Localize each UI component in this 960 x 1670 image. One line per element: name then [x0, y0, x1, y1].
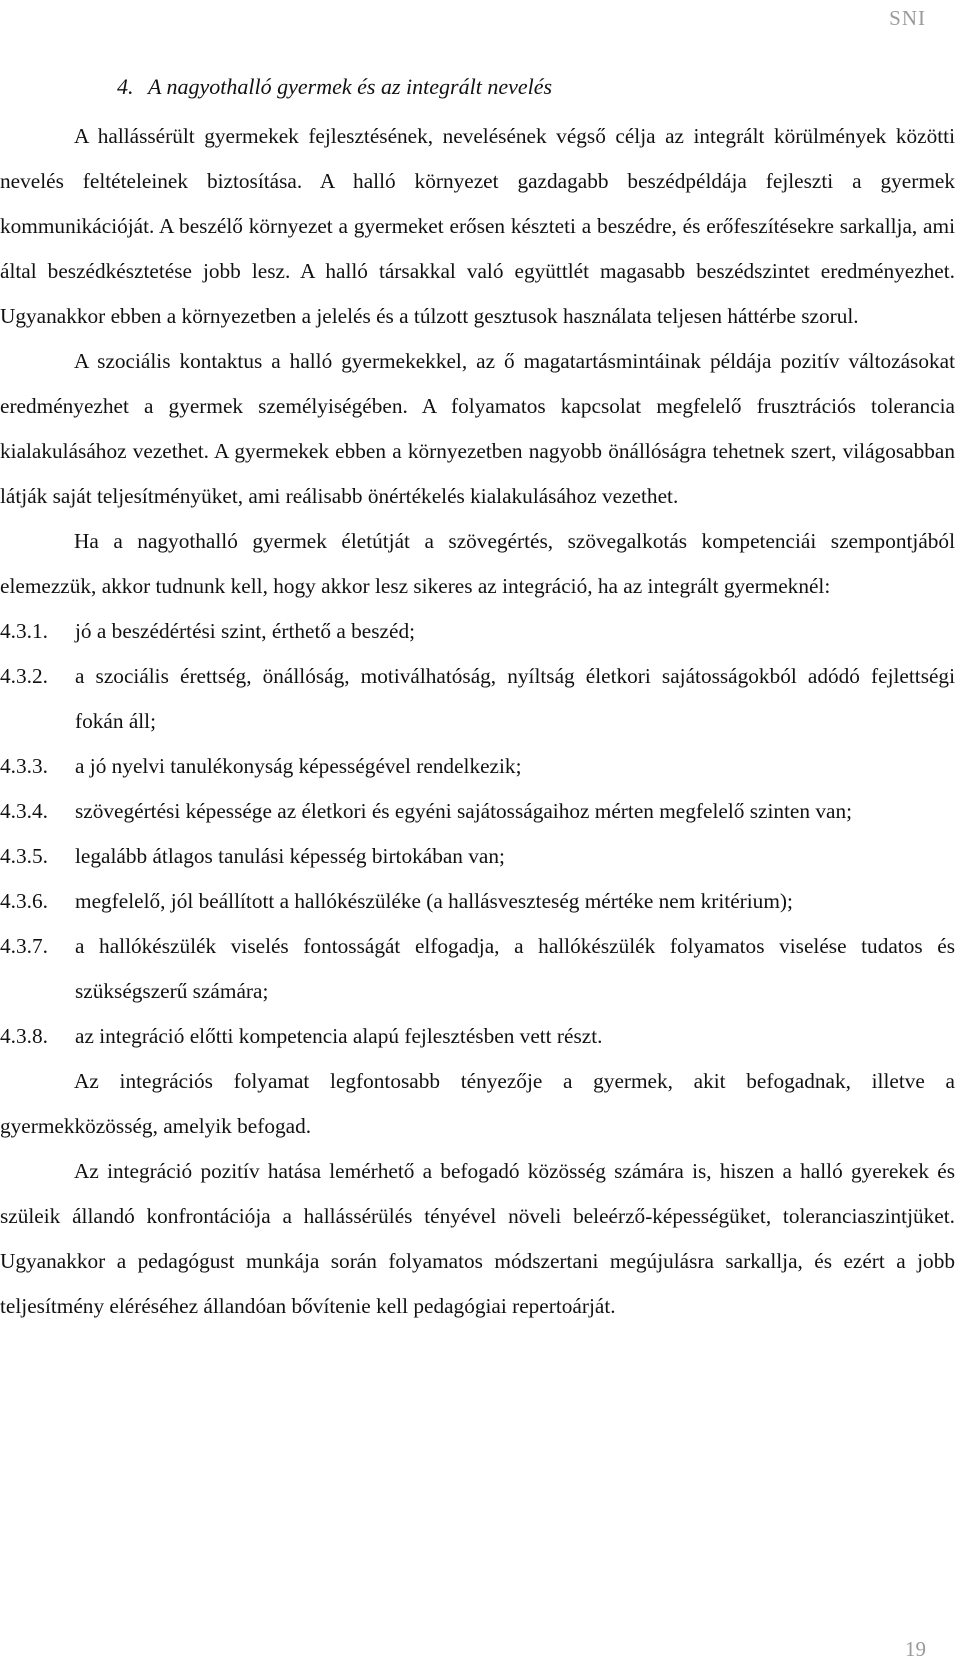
list-item-number: 4.3.6. [0, 889, 48, 913]
paragraph: Ha a nagyothalló gyermek életútját a szövegértés, szövegalkotás kompetenciái szempontjából elemezzük, akkor tudnunk kell, hogy akkor lesz sikeres az integráció, ha az integrált gyermeknél: [0, 529, 955, 598]
list-item-number: 4.3.8. [0, 1024, 48, 1048]
list-item-text: megfelelő, jól beállított a hallókészüléke (a hallásveszteség mértéke nem kritérium); [75, 889, 793, 913]
document-page [0, 72, 955, 1329]
list-item-number: 4.3.3. [0, 754, 48, 778]
list-item-text: jó a beszédértési szint, érthető a beszéd; [75, 619, 416, 643]
section-number: 4. [117, 74, 134, 99]
list-item [0, 1014, 955, 1059]
header-tag: SNI [889, 6, 926, 30]
list-item [0, 609, 955, 654]
list-item [0, 834, 955, 879]
list-item-number: 4.3.1. [0, 619, 48, 643]
list-item-text: legalább átlagos tanulási képesség birtokában van; [75, 844, 505, 868]
page-number: 19 [905, 1637, 926, 1661]
list-item [0, 789, 955, 834]
paragraph: Az integrációs folyamat legfontosabb tényezője a gyermek, akit befogadnak, illetve a gyermekközösség, amelyik befogad. [0, 1069, 955, 1138]
list-item [0, 744, 955, 789]
section-title: A nagyothalló gyermek és az integrált nevelés [148, 74, 553, 99]
list-item-text: az integráció előtti kompetencia alapú fejlesztésben vett részt. [75, 1024, 603, 1048]
list-item-text: a hallókészülék viselés fontosságát elfogadja, a hallókészülék folyamatos viselése tudatos és szükségszerű számára; [75, 934, 955, 1003]
section-heading [0, 72, 955, 102]
paragraph: Az integráció pozitív hatása lemérhető a befogadó közösség számára is, hiszen a halló gyerekek és szüleik állandó konfrontációja a hallássérülés tényével növeli beleérző-képességüket, toleranciaszintjüket. Ugyanakkor a pedagógust munkája során folyamatos módszertani megújulásra sarkallja, és ezért a jobb teljesítmény eléréséhez állandóan bővítenie kell pedagógiai repertoárját. [0, 1159, 955, 1318]
list-item-number: 4.3.7. [0, 934, 48, 958]
criteria-list [0, 609, 955, 1059]
list-item [0, 924, 955, 1014]
list-item-text: a szociális érettség, önállóság, motiválhatóság, nyíltság életkori sajátosságokból adódó fejlettségi fokán áll; [75, 664, 955, 733]
list-item-number: 4.3.2. [0, 664, 48, 688]
list-item [0, 654, 955, 744]
paragraph: A hallássérült gyermekek fejlesztésének, nevelésének végső célja az integrált körülmények közötti nevelés feltételeinek biztosítása. A halló környezet gazdagabb beszédpéldája fejleszti a gyermek kommunikációját. A beszélő környezet a gyermeket erősen készteti a beszédre, és erőfeszítésekre sarkallja, ami által beszédkésztetése jobb lesz. A halló társakkal való együttlét magasabb beszédszintet eredményezhet. Ugyanakkor ebben a környezetben a jelelés és a túlzott gesztusok használata teljesen háttérbe szorul. [0, 124, 955, 328]
list-item-number: 4.3.5. [0, 844, 48, 868]
list-item-text: szövegértési képessége az életkori és egyéni sajátosságaihoz mérten megfelelő szinten van; [75, 799, 853, 823]
paragraph: A szociális kontaktus a halló gyermekekkel, az ő magatartásmintáinak példája pozitív változásokat eredményezhet a gyermek személyiségében. A folyamatos kapcsolat megfelelő frusztrációs tolerancia kialakulásához vezethet. A gyermekek ebben a környezetben nagyobb önállóságra tehetnek szert, világosabban látják saját teljesítményüket, ami reálisabb önértékelés kialakulásához vezethet. [0, 349, 955, 508]
list-item-number: 4.3.4. [0, 799, 48, 823]
list-item [0, 879, 955, 924]
list-item-text: a jó nyelvi tanulékonyság képességével rendelkezik; [75, 754, 522, 778]
